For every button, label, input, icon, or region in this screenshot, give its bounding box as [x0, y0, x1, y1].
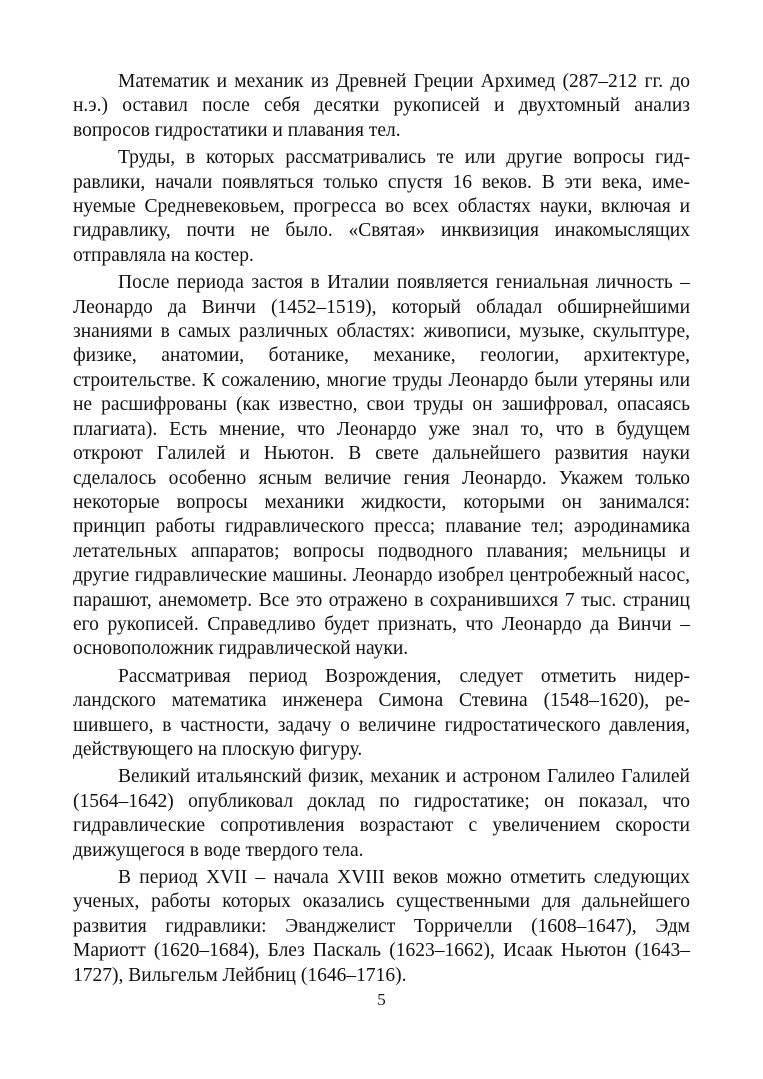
paragraph-17th-century: В период XVII – начала XVIII веков можно отметить следующих ученых, работы которых оказались существенными для дальнейшего развития гидравлики: Эванджелист Торричелли (1608–1647), Эдм Мариотт (1620–1684), Блез Паскаль (1623–1662), Исаак Ньютон (1643–1727), Вильгельм Лейбниц (1646–1716).	[73, 867, 690, 986]
page-number: 5	[377, 990, 386, 1009]
paragraph-leonardo: После периода застоя в Италии появляется гениальная личность – Леонардо да Винчи (1452–1519), который обладал обширнейшими знаниями в самых различных областях: живописи, музыке, скульптуре, физике, анатомии, ботанике, механике, геологии, архитектуре, строительстве. К сожалению, многие труды Леонардо были утеряны или не расшифрованы (как известно, свои труды он зашифровал, опасаясь плагиата). Есть мнение, что Леонардо уже знал то, что в будущем откроют Галилей и Ньютон. В свете дальнейшего развития науки сделалось особенно ясным величие гения Леонардо. Укажем только некоторые вопросы механики жидкости, которыми он занимался: принцип работы гидравлического пресса; плавание тел; аэродинамика летательных аппаратов; вопросы подводного плавания; мельницы и другие гидравлические машины. Леонардо изобрел центробежный насос, парашют, анемометр. Все это отражено в сохранившихся 7 тыс. страниц его рукописей. Справедливо будет признать, что Леонардо да Винчи – основоположник гидравлической науки.	[73, 272, 690, 660]
paragraph-galileo: Великий итальянский физик, механик и астроном Галилео Галилей (1564–1642) опубликовал доклад по гидростатике; он показал, что гидравлические сопротивления возрастают с увеличением скорости движущегося в воде твердого тела.	[73, 766, 690, 861]
paragraph-stevin: Рассматривая период Возрождения, следует отметить нидерландского математика инженера Симона Стевина (1548–1620), решившего, в частности, задачу о величине гидростатического давления, действующего на плоскую фигуру.	[73, 665, 690, 760]
paragraph-middle-ages: Труды, в которых рассматривались те или другие вопросы гидравлики, начали появляться только спустя 16 веков. В эти века, именуемые Средневековьем, прогресса во всех областях науки, включая и гидравлику, почти не было. «Святая» инквизиция инакомыслящих отправляла на костер.	[73, 147, 690, 266]
paragraph-archimedes: Математик и механик из Древней Греции Архимед (287–212 гг. до н.э.) оставил после себя десятки рукописей и двухтомный анализ вопросов гидростатики и плавания тел.	[73, 71, 690, 141]
body-text	[73, 70, 690, 991]
